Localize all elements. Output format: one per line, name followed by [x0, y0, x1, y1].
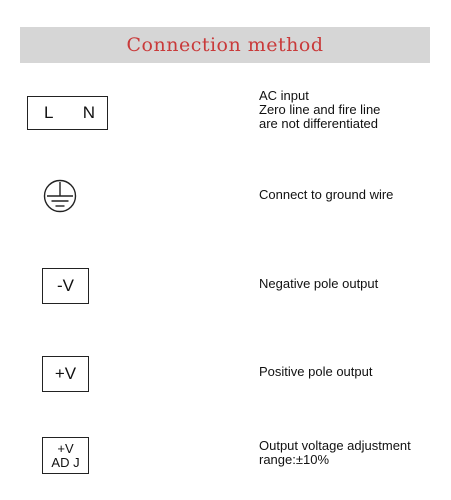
- negative-symbol-box: [42, 268, 89, 304]
- adjust-symbol-box: [42, 437, 89, 474]
- adjust-description: [259, 439, 411, 467]
- symbol-n: N: [82, 103, 95, 122]
- positive-symbol-box: [42, 356, 89, 392]
- symbol-l: L: [44, 103, 54, 122]
- page-title: Connection method: [126, 34, 324, 56]
- desc-line: Output voltage adjustment: [259, 438, 411, 453]
- desc-line: Connect to ground wire: [259, 187, 394, 202]
- symbol-adjust-top: +V: [57, 440, 74, 456]
- ground-icon: [43, 179, 77, 213]
- header-bar: [20, 27, 430, 63]
- ln-symbol-box: [27, 96, 108, 130]
- desc-line: Zero line and fire line: [259, 102, 381, 117]
- ac-input-description: [259, 89, 380, 131]
- symbol-adjust-bottom: AD J: [51, 454, 80, 470]
- ground-description: [259, 188, 393, 202]
- symbol-positive: +V: [54, 364, 77, 383]
- positive-description: [259, 365, 372, 379]
- desc-line: AC input: [259, 88, 309, 103]
- desc-line: Positive pole output: [259, 364, 373, 379]
- symbol-negative: -V: [57, 276, 74, 295]
- negative-description: [259, 277, 378, 291]
- desc-line: range:±10%: [259, 452, 330, 467]
- desc-line: are not differentiated: [259, 116, 379, 131]
- desc-line: Negative pole output: [259, 276, 379, 291]
